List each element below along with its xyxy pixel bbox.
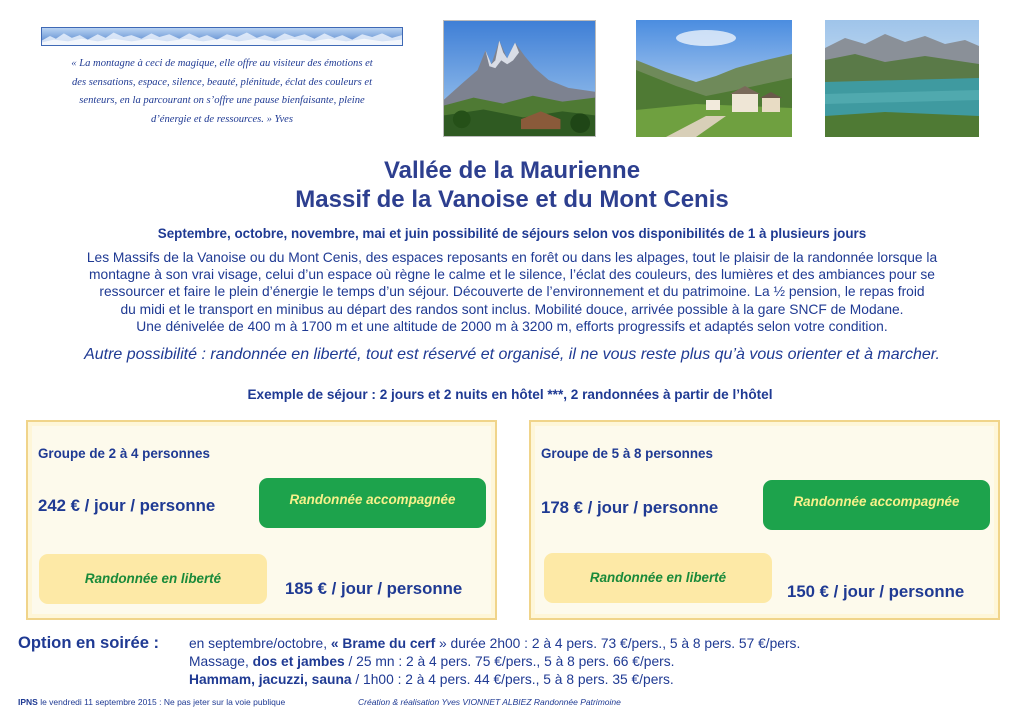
- free-hike-button[interactable]: Randonnée en liberté: [544, 553, 772, 603]
- banner-peaks-icon: [42, 28, 402, 45]
- description-line: du midi et le transport en minibus au départ des randos sont inclus. Mobilité douce, arrivée possible à la gare SNCF de Modane.: [120, 301, 904, 317]
- option-line-spa: [189, 672, 674, 687]
- mountain-village-photo: [636, 20, 792, 137]
- free-price: 185 € / jour / personne: [285, 579, 463, 598]
- guided-hike-button[interactable]: Randonnée accompagnée: [259, 478, 486, 528]
- ipns-label: IPNS: [18, 697, 38, 707]
- quote-line: senteurs, en la parcourant on s’offre une pause bienfaisante, pleine: [79, 95, 365, 106]
- pricing-box-large-group: [529, 420, 1000, 620]
- description-line: montagne à son vrai visage, celui d’un espace où règne le calme et le silence, l’éclat des couleurs, des lumières et des ambiances pour se: [89, 267, 935, 283]
- option-highlight: Hammam, jacuzzi, sauna: [189, 672, 352, 687]
- pricing-box-small-group: [26, 420, 497, 620]
- guided-price: 242 € / jour / personne: [38, 496, 216, 515]
- free-hike-button[interactable]: Randonnée en liberté: [39, 554, 267, 604]
- option-highlight: « Brame du cerf: [330, 636, 436, 651]
- option-text: Massage,: [189, 654, 253, 669]
- option-text: / 25 mn : 2 à 4 pers. 75 €/pers., 5 à 8 pers. 66 €/pers.: [344, 654, 675, 669]
- group-size-label: Groupe de 5 à 8 personnes: [541, 446, 713, 461]
- footer-note: [18, 697, 285, 707]
- quote-line: d’énergie et de ressources. » Yves: [150, 113, 293, 125]
- guided-price: 178 € / jour / personne: [541, 498, 719, 517]
- option-highlight: dos et jambes: [252, 654, 345, 669]
- option-text: » durée 2h00 : 2 à 4 pers. 73 €/pers., 5 à 8 pers. 57 €/pers.: [435, 636, 801, 651]
- page-subtitle-title: Massif de la Vanoise et du Mont Cenis: [295, 186, 729, 213]
- option-text: en septembre/octobre,: [189, 636, 331, 651]
- mountain-peaks-photo: [443, 20, 596, 137]
- stay-example: Exemple de séjour : 2 jours et 2 nuits en hôtel ***, 2 randonnées à partir de l’hôtel: [247, 387, 773, 402]
- option-line-massage: [189, 654, 674, 669]
- quote-line: « La montagne à ceci de magique, elle offre au visiteur des émotions et: [71, 58, 373, 69]
- free-price: 150 € / jour / personne: [787, 582, 965, 601]
- footer-credit: Création & réalisation Yves VIONNET ALBIEZ Randonnée Patrimoine: [358, 697, 621, 707]
- guided-hike-button[interactable]: Randonnée accompagnée: [763, 480, 990, 530]
- evening-options-heading: Option en soirée :: [18, 633, 160, 652]
- mountain-lake-photo: [825, 20, 979, 137]
- option-text: / 1h00 : 2 à 4 pers. 44 €/pers., 5 à 8 pers. 35 €/pers.: [351, 672, 674, 687]
- option-line-brame: [189, 636, 800, 651]
- alternative-option: Autre possibilité : randonnée en liberté, tout est réservé et organisé, il ne vous reste plus qu’à vous orienter et à marcher.: [84, 346, 940, 363]
- page-title: Vallée de la Maurienne: [383, 157, 641, 184]
- description-line: ressourcer et faire le plein d’énergie le temps d’un séjour. Découverte de l’environnement et du patrimoine. La ½ pension, le repas froid: [99, 284, 925, 300]
- footer-date: le vendredi 11 septembre 2015 : Ne pas jeter sur la voie publique: [37, 697, 286, 707]
- group-size-label: Groupe de 2 à 4 personnes: [38, 446, 210, 461]
- description-paragraph: [40, 249, 984, 335]
- mountain-quote: [44, 55, 400, 129]
- season-info: Septembre, octobre, novembre, mai et juin possibilité de séjours selon vos disponibilités de 1 à plusieurs jours: [157, 226, 867, 241]
- description-line: Les Massifs de la Vanoise ou du Mont Cenis, des espaces reposants en forêt ou dans les alpages, tout le plaisir de la randonnée lorsque la: [86, 250, 938, 265]
- mountain-banner: [41, 27, 403, 46]
- description-line: Une dénivelée de 400 m à 1700 m et une altitude de 2000 m à 3200 m, efforts progressifs et adaptés selon votre condition.: [136, 318, 888, 334]
- quote-line: des sensations, espace, silence, beauté, plénitude, éclat des couleurs et: [71, 76, 373, 88]
